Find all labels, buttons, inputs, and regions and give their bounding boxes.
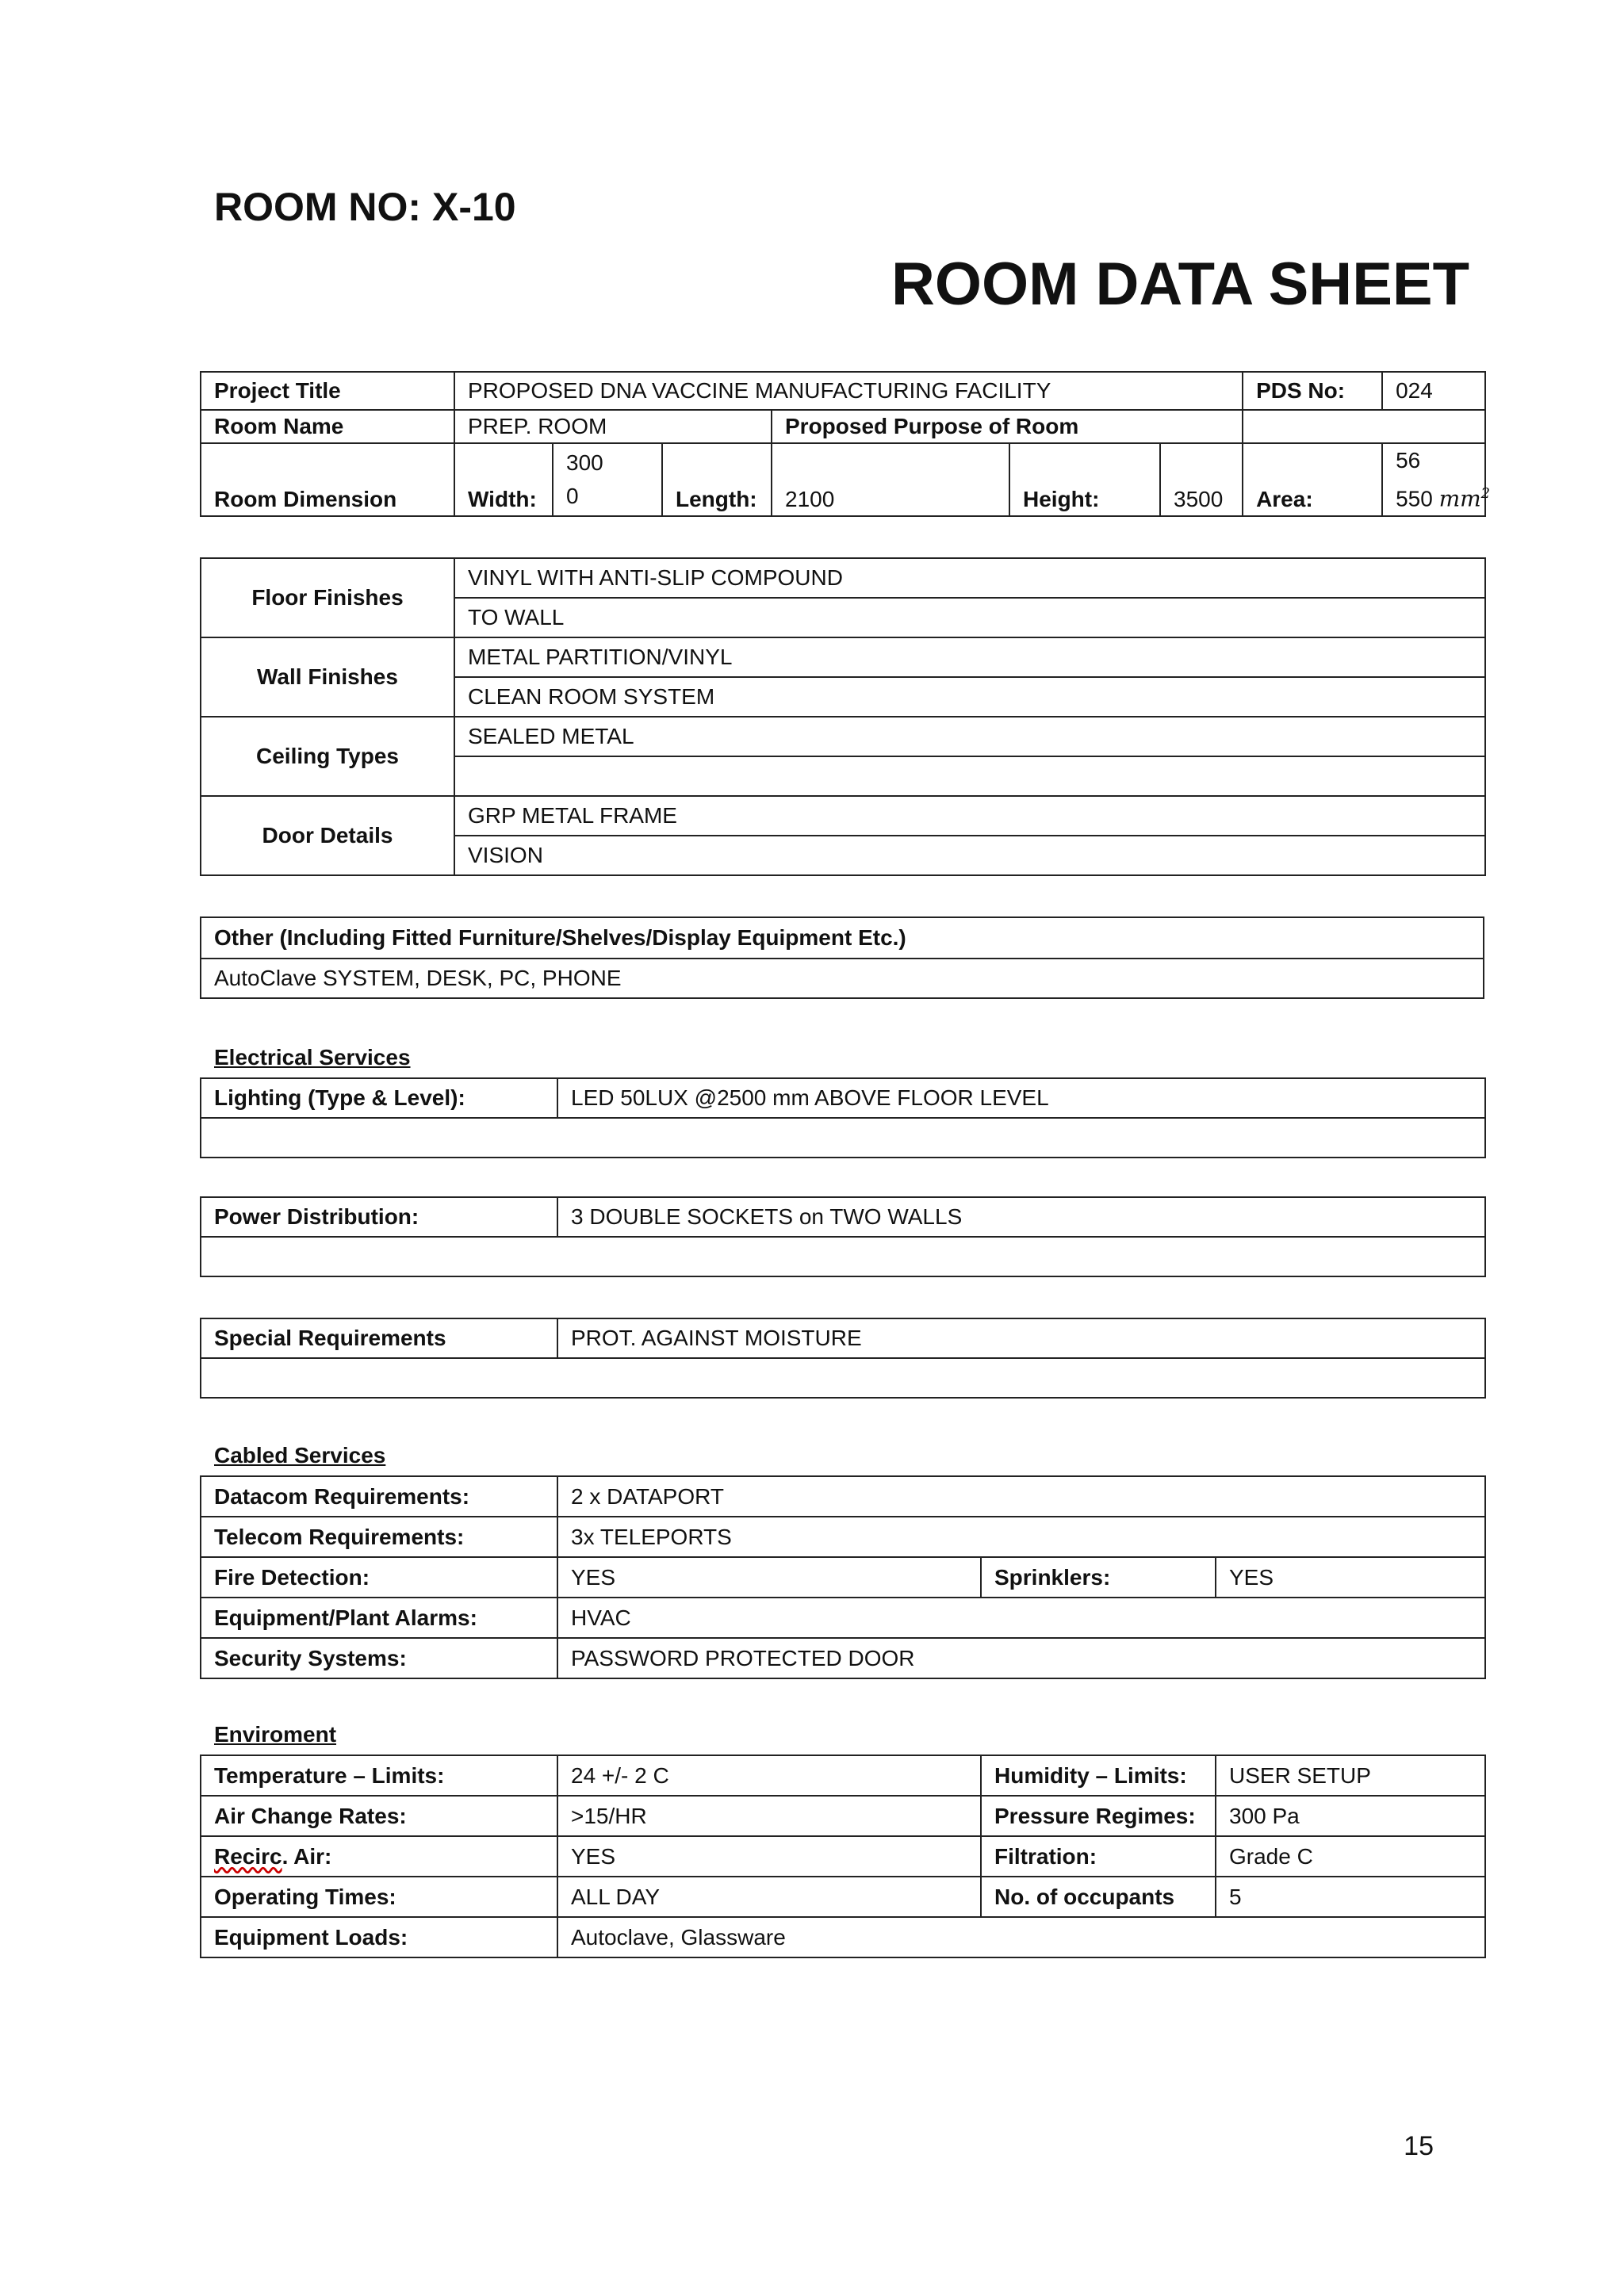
plant-alarms-value: HVAC [557,1598,1485,1638]
temperature-label: Temperature – Limits: [201,1755,557,1796]
operating-times-label: Operating Times: [201,1877,557,1917]
occupants-label: No. of occupants [981,1877,1216,1917]
lighting-empty-row [201,1118,1485,1158]
datacom-label: Datacom Requirements: [201,1476,557,1517]
length-label: Length: [662,443,772,516]
air-change-label: Air Change Rates: [201,1796,557,1836]
lighting-table [200,1077,1486,1158]
cabled-services-table [200,1475,1486,1679]
area-value-line1: 56 [1396,448,1421,473]
room-name-value: PREP. ROOM [454,410,772,443]
door-details-value-2: VISION [454,836,1485,875]
power-distribution-label: Power Distribution: [201,1197,557,1237]
other-label: Other (Including Fitted Furniture/Shelves/Display Equipment Etc.) [201,917,1484,959]
recirc-air-label: Recirc. Air: [201,1836,557,1877]
door-details-label: Door Details [201,796,454,875]
door-details-row-1 [201,796,1485,836]
environment-heading: Enviroment [214,1722,337,1747]
width-label: Width: [454,443,553,516]
ceiling-types-value-2 [454,756,1485,796]
humidity-label: Humidity – Limits: [981,1755,1216,1796]
sheet-title: ROOM DATA SHEET [891,251,1469,318]
width-value [553,443,662,516]
special-requirements-empty-row [201,1358,1485,1398]
wall-finishes-row-1 [201,637,1485,677]
security-systems-value: PASSWORD PROTECTED DOOR [557,1638,1485,1678]
environment-table [200,1755,1486,1958]
lighting-row [201,1078,1485,1118]
room-name-label: Room Name [201,410,454,443]
air-change-value: >15/HR [557,1796,981,1836]
operating-times-value: ALL DAY [557,1877,981,1917]
lighting-label: Lighting (Type & Level): [201,1078,557,1118]
electrical-services-heading: Electrical Services [214,1045,411,1070]
floor-finishes-value-1: VINYL WITH ANTI-SLIP COMPOUND [454,558,1485,598]
proposed-purpose-label: Proposed Purpose of Room [772,410,1243,443]
floor-finishes-label: Floor Finishes [201,558,454,637]
temperature-value: 24 +/- 2 C [557,1755,981,1796]
project-title-label: Project Title [201,372,454,410]
equipment-loads-row [201,1917,1485,1957]
height-value: 3500 [1160,443,1243,516]
security-systems-row [201,1638,1485,1678]
equipment-loads-label: Equipment Loads: [201,1917,557,1957]
humidity-value: USER SETUP [1216,1755,1485,1796]
length-value: 2100 [772,443,1009,516]
telecom-value: 3x TELEPORTS [557,1517,1485,1557]
datacom-value: 2 x DATAPORT [557,1476,1485,1517]
pds-number-label: PDS No: [1243,372,1382,410]
proposed-purpose-value [1243,410,1485,443]
area-value-line2: 550 $mm^2$ [1396,485,1491,512]
special-requirements-row [201,1318,1485,1358]
special-requirements-table [200,1318,1486,1399]
project-title-value: PROPOSED DNA VACCINE MANUFACTURING FACILITY [454,372,1243,410]
room-dimension-row [201,443,1485,516]
plant-alarms-row [201,1598,1485,1638]
telecom-row [201,1517,1485,1557]
floor-finishes-row-1 [201,558,1485,598]
cabled-services-heading: Cabled Services [214,1443,386,1468]
recirc-air-value: YES [557,1836,981,1877]
operating-times-row [201,1877,1485,1917]
floor-finishes-value-2: TO WALL [454,598,1485,637]
special-requirements-value: PROT. AGAINST MOISTURE [557,1318,1485,1358]
equipment-loads-value: Autoclave, Glassware [557,1917,1485,1957]
room-dimension-label: Room Dimension [201,443,454,516]
lighting-value: LED 50LUX @2500 mm ABOVE FLOOR LEVEL [557,1078,1485,1118]
power-table [200,1196,1486,1277]
pds-number-value: 024 [1382,372,1485,410]
area-value [1382,443,1491,516]
power-empty-row [201,1237,1485,1276]
ceiling-types-label: Ceiling Types [201,717,454,796]
project-title-row [201,372,1485,410]
other-value: AutoClave SYSTEM, DESK, PC, PHONE [201,959,1484,998]
occupants-value: 5 [1216,1877,1485,1917]
filtration-label: Filtration: [981,1836,1216,1877]
area-label: Area: [1243,443,1382,516]
height-label: Height: [1009,443,1160,516]
special-requirements-empty-cell [201,1358,1485,1398]
wall-finishes-label: Wall Finishes [201,637,454,717]
sprinklers-value: YES [1216,1557,1485,1598]
door-details-value-1: GRP METAL FRAME [454,796,1485,836]
fire-detection-row [201,1557,1485,1598]
filtration-value: Grade C [1216,1836,1485,1877]
datacom-row [201,1476,1485,1517]
sprinklers-label: Sprinklers: [981,1557,1216,1598]
air-change-row [201,1796,1485,1836]
pressure-regimes-value: 300 Pa [1216,1796,1485,1836]
telecom-label: Telecom Requirements: [201,1517,557,1557]
fire-detection-value: YES [557,1557,981,1598]
finishes-table [200,557,1486,876]
wall-finishes-value-2: CLEAN ROOM SYSTEM [454,677,1485,717]
wall-finishes-value-1: METAL PARTITION/VINYL [454,637,1485,677]
ceiling-types-value-1: SEALED METAL [454,717,1485,756]
other-label-row [201,917,1484,959]
lighting-empty-cell [201,1118,1485,1158]
security-systems-label: Security Systems: [201,1638,557,1678]
width-value-line1: 300 [566,450,603,476]
temperature-row [201,1755,1485,1796]
ceiling-types-row-1 [201,717,1485,756]
other-table [200,916,1484,999]
power-empty-cell [201,1237,1485,1276]
power-distribution-value: 3 DOUBLE SOCKETS on TWO WALLS [557,1197,1485,1237]
project-info-table [200,371,1491,517]
room-name-row [201,410,1485,443]
recirc-air-row [201,1836,1485,1877]
other-value-row [201,959,1484,998]
power-row [201,1197,1485,1237]
room-number-heading: ROOM NO: X-10 [214,185,516,229]
pressure-regimes-label: Pressure Regimes: [981,1796,1216,1836]
fire-detection-label: Fire Detection: [201,1557,557,1598]
page-number: 15 [1404,2131,1434,2161]
special-requirements-label: Special Requirements [201,1318,557,1358]
width-value-line2: 0 [566,484,579,509]
plant-alarms-label: Equipment/Plant Alarms: [201,1598,557,1638]
